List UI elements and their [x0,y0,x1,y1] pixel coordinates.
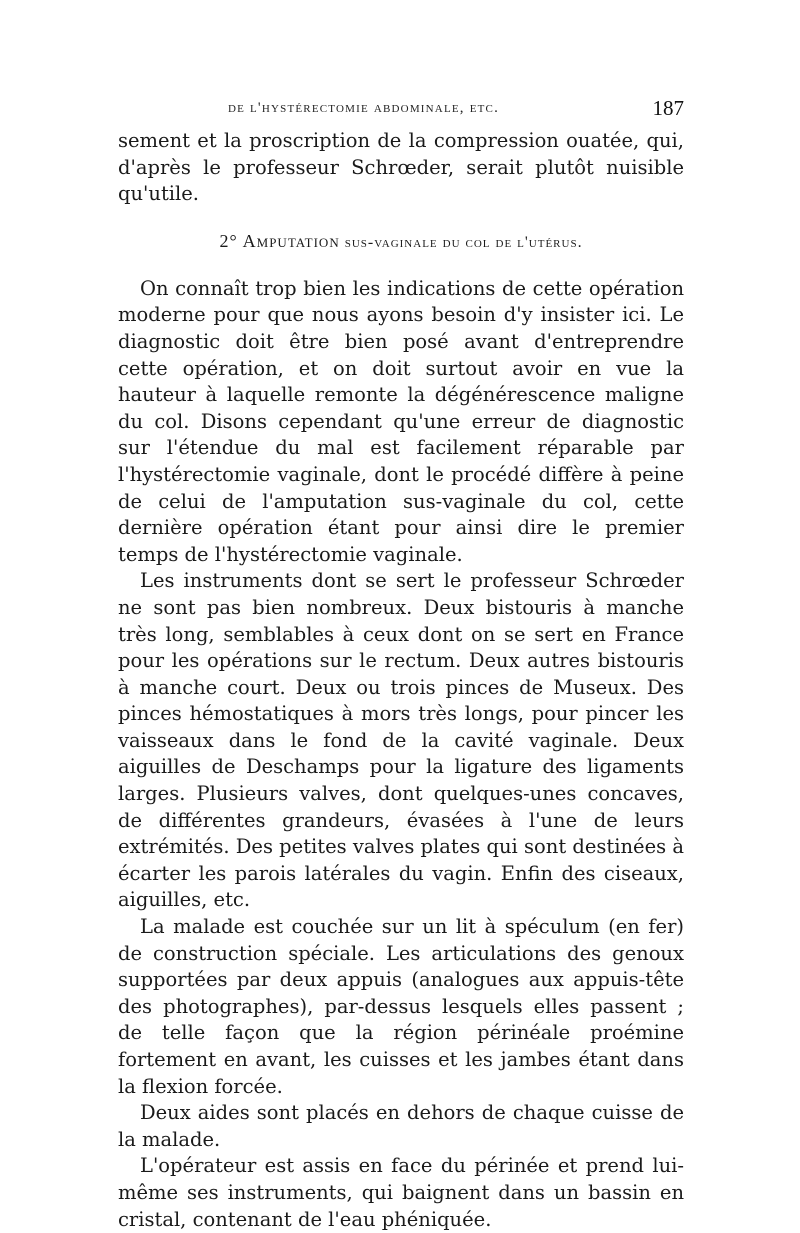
running-head [118,96,684,122]
paragraph: La malade est couchée sur un lit à spéculum (en fer) de construction spéciale. Les articulations des genoux supportées par deux appuis (analogues aux appuis-tête des photographes), par-dessus lesquels elles passent ; de telle façon que la région périnéale proémine fortement en avant, les cuisses et les jambes étant dans la flexion forcée. [118,915,684,1098]
paragraph: Les instruments dont se sert le professeur Schrœder ne sont pas bien nombreux. Deux bistouris à manche très long, semblables à ceux dont on se sert en France pour les opérations sur le rectum. Deux autres bistouris à manche court. Deux ou trois pinces de Museux. Des pinces hémostatiques à mors très longs, pour pincer les vaisseaux dans le fond de la cavité vaginale. Deux aiguilles de Deschamps pour la ligature des ligaments larges. Plusieurs valves, dont quelques-unes concaves, de différentes grandeurs, évasées à l'une de leurs extrémités. Des petites valves plates qui sont destinées à écarter les parois latérales du vagin. Enfin des ciseaux, aiguilles, etc. [118,569,684,912]
paragraph: On connaît trop bien les indications de cette opération moderne pour que nous ayons besoin d'y insister ici. Le diagnostic doit être bien posé avant d'entreprendre cette opération, et on doit surtout avoir en vue la hauteur à laquelle remonte la dégénérescence maligne du col. Disons cependant qu'une erreur de diagnostic sur l'étendue du mal est facilement réparable par l'hystérectomie vaginale, dont le procédé diffère à peine de celui de l'amputation sus-vaginale du col, cette dernière opération étant pour ainsi dire le premier temps de l'hystérectomie vaginale. [118,276,684,566]
paragraph: L'opérateur est assis en face du périnée et prend lui-même ses instruments, qui baignent dans un bassin en cristal, contenant de l'eau phéniquée. [118,1154,684,1231]
section-heading [118,230,684,254]
page-number: 187 [652,96,684,120]
continuation-paragraph: sement et la proscription de la compression ouatée, qui, d'après le professeur Schrœder, serait plutôt nuisible qu'utile. [118,129,684,206]
body-text [118,128,684,1233]
section-heading-lead: Amputation [242,230,340,251]
section-heading-rest: sus-vaginale du col de l'utérus. [344,233,583,251]
running-title: de l'hystérectomie abdominale, etc. [228,100,500,116]
section-heading-number: 2° [219,230,238,251]
paragraph: Deux aides sont placés en dehors de chaque cuisse de la malade. [118,1101,684,1151]
